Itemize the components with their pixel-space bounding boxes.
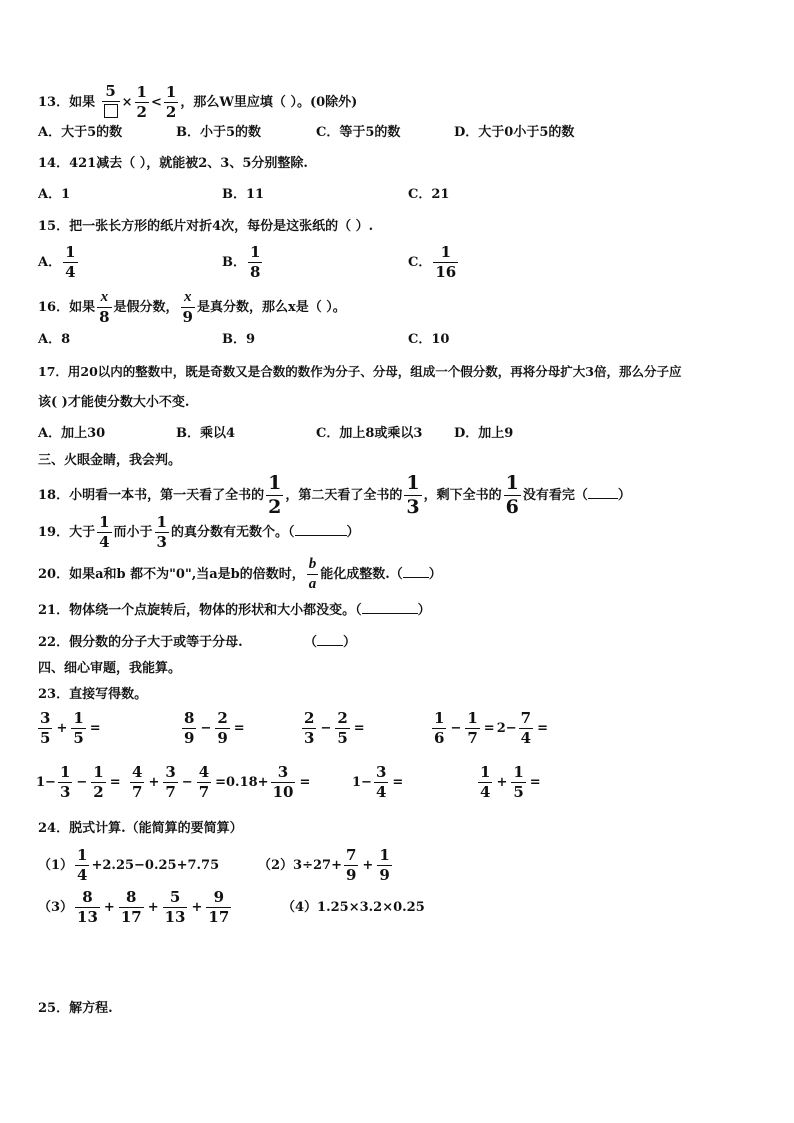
q15-a-label: A． — [38, 255, 62, 270]
q17-option-a: A．加上30 — [38, 426, 106, 441]
q21-text: 21．物体绕一个点旋转后，物体的形状和大小都没变。（ — [38, 603, 362, 618]
fraction — [58, 765, 72, 800]
q19-post-text: 的真分数有无数个。（ — [170, 525, 295, 540]
q24-title: 24．脱式计算.（能简算的要简算） — [38, 821, 243, 836]
q18-close-paren: ） — [617, 488, 631, 503]
fraction — [197, 765, 211, 800]
numerator: 2 — [337, 709, 348, 727]
q22-open-paren: （ — [304, 635, 318, 650]
operator: + — [147, 900, 159, 915]
problem-label: （4） — [282, 900, 318, 915]
fraction — [75, 848, 89, 883]
equals: = — [215, 775, 227, 790]
operator: + — [103, 900, 115, 915]
q13-f3-denominator: 2 — [165, 103, 177, 121]
q17-line-2: 该( )才能使分数大小不变. — [38, 395, 190, 410]
expression-rest: +2.25−0.25+7.75 — [91, 858, 220, 873]
denominator: 7 — [165, 783, 176, 801]
numerator: 1 — [73, 709, 84, 727]
q13-fraction-3 — [164, 85, 178, 120]
q24-problem-4 — [282, 899, 425, 917]
denominator: 3 — [304, 729, 315, 747]
q16-mid-text: 是假分数， — [113, 300, 179, 315]
numerator: 3 — [165, 763, 176, 781]
q13-fraction-2 — [135, 85, 149, 120]
q15-text: 15．把一张长方形的纸片对折4次，每份是这张纸的（ ）. — [38, 219, 374, 234]
q19-answer-blank[interactable] — [295, 535, 347, 536]
q14-option-b: B．11 — [222, 187, 265, 202]
q16-line — [38, 290, 346, 325]
denominator: 9 — [217, 729, 228, 747]
q18-pre-text: 18．小明看一本书，第一天看了全书的 — [38, 488, 265, 503]
q16-option-c: C．10 — [408, 332, 450, 347]
q17-option-b: B．乘以4 — [176, 426, 236, 441]
fraction — [91, 765, 105, 800]
equals: = — [483, 721, 495, 736]
denominator: 13 — [77, 908, 98, 926]
q23-expr-7 — [226, 765, 312, 800]
numerator: 1 — [434, 709, 445, 727]
q25-text: 25．解方程. — [38, 1001, 113, 1016]
numerator: 2 — [304, 709, 315, 727]
denominator: 9 — [379, 866, 390, 884]
q15-a-numerator: 1 — [65, 243, 76, 261]
q15-b-denominator: 8 — [250, 263, 261, 281]
q19-fraction-2 — [155, 515, 169, 550]
numerator: 1 — [77, 846, 88, 864]
denominator: 9 — [345, 866, 357, 884]
fraction — [478, 765, 492, 800]
q16-fraction-2 — [181, 290, 195, 325]
denominator: 6 — [434, 729, 445, 747]
q23-expr-3 — [300, 711, 367, 746]
fraction — [119, 890, 144, 925]
fraction — [38, 711, 52, 746]
whole-term: 0.18+ — [226, 775, 269, 790]
fraction — [432, 711, 446, 746]
operator: − — [450, 721, 462, 736]
numerator: 4 — [132, 763, 143, 781]
q13-pre-text: 如果 — [69, 95, 96, 110]
denominator: 5 — [513, 783, 524, 801]
numerator: 1 — [480, 763, 491, 781]
expression: 1.25×3.2×0.25 — [317, 900, 425, 915]
q13-less-than: < — [150, 95, 162, 110]
q18-f3-denominator: 6 — [505, 496, 519, 518]
denominator: 17 — [120, 908, 142, 926]
q19-fraction-1 — [97, 515, 111, 550]
q22-answer-blank[interactable] — [317, 645, 343, 646]
q22-answer — [304, 634, 356, 652]
numerator: 9 — [213, 888, 225, 906]
fraction — [374, 765, 388, 800]
fraction — [215, 711, 229, 746]
problem-label: （3） — [38, 900, 74, 915]
fraction — [377, 848, 391, 883]
denominator: 4 — [520, 729, 532, 747]
q16-pre-text: 16．如果 — [38, 300, 96, 315]
q15-option-a — [38, 245, 80, 280]
equals: = — [299, 775, 311, 790]
q16-option-a: A．8 — [38, 332, 71, 347]
q13-option-b: B．小于5的数 — [176, 125, 262, 140]
q24-problem-3 — [38, 890, 233, 925]
q21-line — [38, 602, 431, 620]
fraction — [71, 711, 85, 746]
numerator: 8 — [184, 709, 195, 727]
q19-close-paren: ） — [346, 525, 360, 540]
q13-fraction-1 — [102, 84, 120, 121]
numerator: 1 — [379, 846, 390, 864]
section-4-heading: 四、细心审题，我能算。 — [38, 661, 182, 676]
numerator: 5 — [169, 888, 181, 906]
denominator: 9 — [184, 729, 195, 747]
numerator: 1 — [467, 709, 478, 727]
equals: = — [353, 721, 365, 736]
fraction — [182, 711, 196, 746]
denominator: 2 — [93, 783, 104, 801]
equals: = — [392, 775, 404, 790]
q23-expr-5 — [36, 765, 123, 800]
numerator: 3 — [277, 763, 289, 781]
denominator: 5 — [73, 729, 84, 747]
q18-f2-numerator: 1 — [406, 472, 420, 494]
numerator: 8 — [126, 888, 137, 906]
q15-a-fraction — [63, 245, 77, 280]
q16-f1-denominator: 8 — [99, 308, 110, 326]
q17-option-d: D．加上9 — [454, 426, 514, 441]
q20-close-paren: ） — [428, 567, 442, 582]
operator: + — [191, 900, 203, 915]
fraction — [465, 711, 479, 746]
fraction — [271, 765, 296, 800]
q13-option-a: A．大于5的数 — [38, 125, 123, 140]
q13-f1-denominator-box — [102, 101, 120, 121]
numerator: 1 — [93, 763, 104, 781]
operator: − — [76, 775, 88, 790]
q23-title: 23．直接写得数。 — [38, 687, 148, 702]
q18-f1-denominator: 2 — [268, 496, 282, 518]
q18-fraction-3 — [504, 474, 521, 517]
q15-option-c — [408, 245, 460, 280]
numerator: 4 — [198, 763, 210, 781]
q20-denominator: a — [308, 576, 317, 592]
denominator: 5 — [40, 729, 51, 747]
equals: = — [537, 721, 548, 736]
denominator: 4 — [375, 783, 387, 801]
fraction — [335, 711, 349, 746]
q18-f3-numerator: 1 — [505, 472, 519, 494]
numerator: 1 — [513, 763, 524, 781]
q13-post-text: ，那么W里应填（ ）。(0除外) — [180, 95, 358, 110]
q20-numerator: b — [308, 556, 317, 572]
problem-label: （2） — [258, 858, 294, 873]
operator: + — [362, 858, 374, 873]
q23-expr-6 — [128, 765, 228, 800]
q19-f2-numerator: 1 — [156, 513, 167, 531]
q13-f2-denominator: 2 — [136, 103, 147, 121]
q19-f1-numerator: 1 — [99, 513, 110, 531]
q22-close-paren: ） — [343, 635, 357, 650]
q15-b-numerator: 1 — [250, 243, 261, 261]
q18-mid2-text: ，剩下全书的 — [423, 488, 502, 503]
operator: + — [56, 721, 68, 736]
q20-post-text: 能化成整数.（ — [320, 567, 403, 582]
whole-term: 1− — [36, 775, 56, 790]
operator: + — [496, 775, 508, 790]
q19-line — [38, 515, 360, 550]
fraction — [130, 765, 144, 800]
q20-pre-text: 20．如果a和b 都不为"0",当a是b的倍数时， — [38, 567, 305, 582]
q19-mid-text: 而小于 — [113, 525, 153, 540]
q13-option-c: C．等于5的数 — [316, 125, 401, 140]
q21-close-paren: ） — [417, 603, 431, 618]
q20-line — [38, 557, 442, 592]
denominator: 3 — [59, 783, 71, 801]
section-3-heading: 三、火眼金睛，我会判。 — [38, 453, 182, 468]
expression-pre: 3÷27+ — [293, 858, 342, 873]
whole-term: 1− — [352, 775, 372, 790]
denominator: 4 — [480, 783, 491, 801]
q24-problem-1 — [38, 848, 219, 883]
q23-expr-1 — [36, 711, 103, 746]
denominator: 13 — [164, 908, 186, 926]
q17-option-c: C．加上8或乘以3 — [316, 426, 423, 441]
q16-f2-numerator: x — [184, 289, 192, 305]
numerator: 8 — [82, 888, 93, 906]
numerator: 2 — [217, 709, 228, 727]
operator: − — [320, 721, 332, 736]
operator: + — [148, 775, 160, 790]
q14-text: 14．421减去（ ），就能被2、3、5分别整除. — [38, 156, 308, 171]
q15-option-b — [222, 245, 264, 280]
q15-b-label: B． — [222, 255, 246, 270]
denominator: 10 — [272, 783, 294, 801]
q18-fraction-1 — [266, 474, 283, 517]
q13-f1-numerator: 5 — [105, 82, 116, 100]
q19-f1-denominator: 4 — [99, 533, 110, 551]
denominator: 7 — [467, 729, 478, 747]
q23-expr-4 — [430, 711, 550, 746]
q16-option-b: B．9 — [222, 332, 256, 347]
denominator: 4 — [77, 866, 88, 884]
q14-option-a: A．1 — [38, 187, 71, 202]
q16-f1-numerator: x — [100, 289, 109, 305]
q15-c-denominator: 16 — [435, 263, 457, 281]
q15-c-numerator: 1 — [440, 243, 452, 261]
fraction — [344, 848, 358, 883]
q15-c-label: C． — [408, 255, 432, 270]
q22-text: 22．假分数的分子大于或等于分母. — [38, 635, 243, 650]
q13-number: 13． — [38, 95, 70, 110]
q18-answer-blank[interactable] — [588, 498, 618, 499]
q14-option-c: C．21 — [408, 187, 450, 202]
q13-option-d: D．大于0小于5的数 — [454, 125, 575, 140]
q24-problem-2 — [258, 848, 394, 883]
q15-c-fraction — [433, 245, 458, 280]
q23-expr-2 — [180, 711, 247, 746]
q18-f2-denominator: 3 — [406, 496, 420, 518]
numerator: 3 — [375, 763, 387, 781]
q18-post-text: 没有看完（ — [522, 488, 588, 503]
problem-label: （1） — [38, 858, 74, 873]
equals: = — [109, 775, 121, 790]
denominator: 5 — [337, 729, 348, 747]
q13-line — [38, 84, 357, 121]
fraction — [75, 890, 100, 925]
q16-fraction-1 — [97, 290, 111, 325]
q13-times: × — [121, 95, 133, 110]
operator: − — [181, 775, 193, 790]
denominator: 7 — [198, 783, 210, 801]
q17-line-1: 17．用20以内的整数中，既是奇数又是合数的数作为分子、分母，组成一个假分数，再将分母扩大3倍，那么分子应 — [38, 364, 682, 379]
equals: = — [89, 721, 101, 736]
fraction — [163, 890, 188, 925]
fraction — [206, 890, 231, 925]
fraction — [302, 711, 316, 746]
numerator: 3 — [40, 709, 51, 727]
numerator: 7 — [520, 709, 532, 727]
q20-answer-blank[interactable] — [403, 577, 429, 578]
equals: = — [529, 775, 541, 790]
denominator: 7 — [132, 783, 143, 801]
q23-expr-8 — [352, 765, 405, 800]
q13-f2-numerator: 1 — [136, 83, 147, 101]
q15-a-denominator: 4 — [65, 263, 76, 281]
q16-post-text: 是真分数，那么x是（ ）。 — [196, 300, 346, 315]
fraction — [511, 765, 525, 800]
q13-f3-numerator: 1 — [165, 83, 177, 101]
operator: − — [200, 721, 212, 736]
q23-expr-9 — [476, 765, 543, 800]
equals: = — [233, 721, 245, 736]
q18-line — [38, 474, 631, 517]
numerator: 7 — [345, 846, 357, 864]
q18-mid-text: ，第二天看了全书的 — [285, 488, 403, 503]
whole-term: 2− — [496, 721, 517, 736]
denominator: 17 — [208, 908, 230, 926]
q21-answer-blank[interactable] — [362, 613, 418, 614]
q18-f1-numerator: 1 — [268, 472, 282, 494]
q20-fraction — [307, 557, 319, 592]
fraction — [519, 711, 533, 746]
q18-fraction-2 — [404, 474, 421, 517]
q19-f2-denominator: 3 — [156, 533, 167, 551]
q19-pre-text: 19．大于 — [38, 525, 96, 540]
q16-f2-denominator: 9 — [182, 308, 193, 326]
q15-b-fraction — [248, 245, 262, 280]
fraction — [163, 765, 177, 800]
numerator: 1 — [59, 763, 71, 781]
